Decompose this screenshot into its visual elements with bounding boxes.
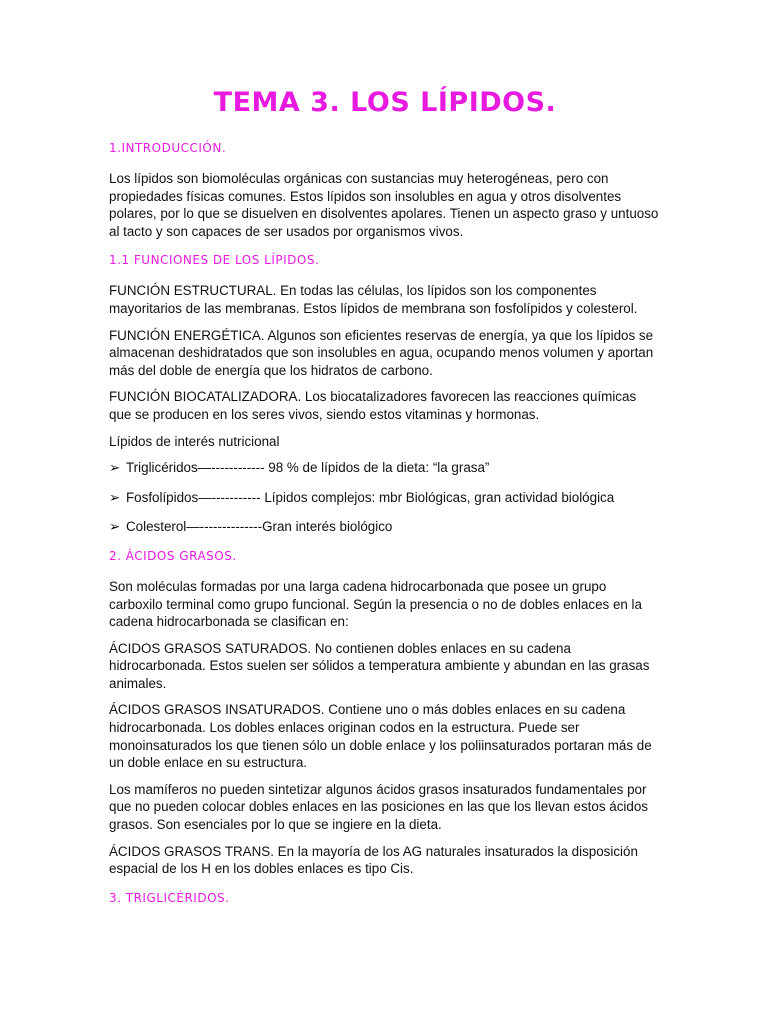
document-page [109,86,661,920]
list-item-text: Colesterol—--------------Gran interés biológico [126,519,393,535]
paragraph-nutritional-interest: Lípidos de interés nutricional [109,433,280,449]
section-heading-introduction: 1.INTRODUCCIÓN. [109,141,227,155]
list-item [109,459,661,477]
arrow-bullet-icon: ➢ [109,489,121,505]
page-title: TEMA 3. LOS LÍPIDOS. [213,87,557,118]
paragraph-trans: ÁCIDOS GRASOS TRANS. En la mayoría de los AG naturales insaturados la disposición espacial de los H en los dobles enlaces es tipo Cis. [109,843,638,877]
section-heading-functions: 1.1 FUNCIONES DE LOS LÍPIDOS. [109,253,320,268]
paragraph-essential: Los mamíferos no pueden sintetizar algunos ácidos grasos insaturados fundamentales por que no pueden colocar dobles enlaces en las posiciones en las que los llevan estos ácidos grasos. Son esenciales por lo que se ingiere en la dieta. [109,781,648,833]
paragraph-structural-function: FUNCIÓN ESTRUCTURAL. En todas las células, los lípidos son los componentes mayoritarios de las membranas. Estos lípidos de membrana son fosfolípidos y colesterol. [109,283,638,316]
list-item [109,489,661,507]
list-item [109,518,661,536]
paragraph-energy-function: FUNCIÓN ENERGÉTICA. Algunos son eficientes reservas de energía, ya que los lípidos se almacenan deshidratados que son insolubles en agua, ocupando menos volumen y aportan más del doble de energía que los hidratos de carbono. [109,327,654,378]
paragraph-introduction: Los lípidos son biomoléculas orgánicas con sustancias muy heterogéneas, pero con propiedades físicas comunes. Estos lípidos son insolubles en agua y otros disolventes polares, por lo que se disuelven en disolventes apolares. Tienen un aspecto graso y untuoso al tacto y son capaces de ser usados por organismos vivos. [109,171,659,239]
paragraph-biocatalyst-function: FUNCIÓN BIOCATALIZADORA. Los biocatalizadores favorecen las reacciones químicas que se producen en los seres vivos, siendo estos vitaminas y hormonas. [109,389,637,422]
list-item-text: Fosfolípidos—----------- Lípidos complejos: mbr Biológicas, gran actividad biológica [126,489,615,505]
paragraph-unsaturated: ÁCIDOS GRASOS INSATURADOS. Contiene uno o más dobles enlaces en su cadena hidrocarbonada. Los dobles enlaces originan codos en la estructura. Puede ser monoinsaturados los que tienen sólo un doble enlace y los poliinsaturados portaran más de un doble enlace en su estructura. [109,702,652,771]
paragraph-fatty-acids-intro: Son moléculas formadas por una larga cadena hidrocarbonada que posee un grupo carboxilo terminal como grupo funcional. Según la presencia o no de dobles enlaces en la cadena hidrocarbonada se clasifican en: [109,578,642,630]
paragraph-saturated: ÁCIDOS GRASOS SATURADOS. No contienen dobles enlaces en su cadena hidrocarbonada. Estos suelen ser sólidos a temperatura ambiente y abundan en las grasas animales. [109,640,650,691]
list-item-text: Triglicéridos—------------ 98 % de lípidos de la dieta: “la grasa” [126,460,490,476]
arrow-bullet-icon: ➢ [109,519,121,535]
section-heading-fatty-acids: 2. ÁCIDOS GRASOS. [109,548,237,563]
section-heading-triglycerides: 3. TRIGLICÉRIDOS. [109,890,230,905]
arrow-bullet-icon: ➢ [109,460,121,476]
